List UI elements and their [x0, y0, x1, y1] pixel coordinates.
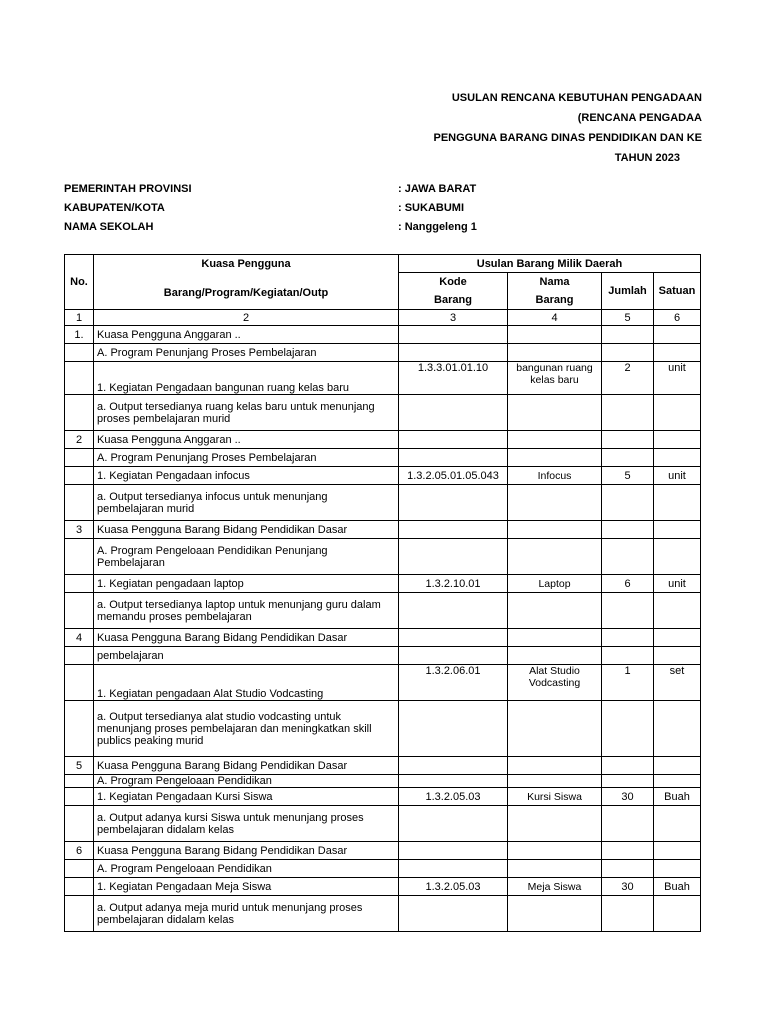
row-unit — [654, 539, 701, 575]
row-item-code: 1.3.3.01.01.10 — [399, 362, 508, 395]
row-description: a. Output tersedianya infocus untuk menunjang pembelajaran murid — [94, 485, 399, 521]
header-kuasa-line1: Kuasa Pengguna — [201, 258, 291, 270]
row-number — [65, 449, 94, 467]
row-description: 1. Kegiatan pengadaan laptop — [94, 575, 399, 593]
row-item-code: 1.3.2.10.01 — [399, 575, 508, 593]
row-quantity — [602, 395, 654, 431]
row-item-name: Kursi Siswa — [508, 788, 602, 806]
meta-value: : JAWA BARAT — [398, 183, 477, 195]
row-number: 5 — [65, 757, 94, 775]
row-item-name — [508, 842, 602, 860]
row-quantity — [602, 344, 654, 362]
table-row — [65, 449, 701, 467]
meta-row-regency — [64, 199, 704, 218]
row-number — [65, 775, 94, 788]
meta-label: NAMA SEKOLAH — [64, 221, 154, 233]
row-number — [65, 647, 94, 665]
row-description: pembelajaran — [94, 647, 399, 665]
table-row — [65, 521, 701, 539]
row-description: A. Program Penunjang Proses Pembelajaran — [94, 449, 399, 467]
row-item-code — [399, 539, 508, 575]
table-row — [65, 647, 701, 665]
header-satuan: Satuan — [654, 273, 701, 310]
row-item-code — [399, 485, 508, 521]
row-description: a. Output adanya meja murid untuk menunjang proses pembelajaran didalam kelas — [94, 896, 399, 932]
row-item-name: bangunan ruang kelas baru — [508, 362, 602, 395]
row-description: Kuasa Pengguna Barang Bidang Pendidikan Dasar — [94, 629, 399, 647]
table-row — [65, 467, 701, 485]
table-row — [65, 842, 701, 860]
row-item-code — [399, 701, 508, 757]
procurement-table — [64, 254, 701, 932]
row-number — [65, 593, 94, 629]
row-unit — [654, 521, 701, 539]
row-unit — [654, 896, 701, 932]
table-row — [65, 629, 701, 647]
row-quantity — [602, 629, 654, 647]
row-item-code — [399, 896, 508, 932]
row-description: a. Output tersedianya laptop untuk menunjang guru dalam memandu proses pembelajaran — [94, 593, 399, 629]
column-number: 4 — [508, 310, 602, 326]
row-unit: set — [654, 665, 701, 701]
column-number: 5 — [602, 310, 654, 326]
row-item-code — [399, 344, 508, 362]
document-meta — [64, 180, 704, 237]
table-row — [65, 775, 701, 788]
row-description: Kuasa Pengguna Barang Bidang Pendidikan Dasar — [94, 842, 399, 860]
row-quantity — [602, 842, 654, 860]
row-description: 1. Kegiatan pengadaan Alat Studio Vodcasting — [94, 665, 399, 701]
row-item-code: 1.3.2.05.03 — [399, 878, 508, 896]
header-nama-line1: Nama — [539, 276, 570, 288]
header-no: No. — [65, 255, 94, 310]
row-item-name — [508, 593, 602, 629]
row-number — [65, 806, 94, 842]
table-row — [65, 701, 701, 757]
row-item-code: 1.3.2.05.03 — [399, 788, 508, 806]
row-quantity — [602, 539, 654, 575]
row-item-name: Laptop — [508, 575, 602, 593]
meta-label: PEMERINTAH PROVINSI — [64, 183, 192, 195]
row-number — [65, 701, 94, 757]
row-description: 1. Kegiatan Pengadaan Kursi Siswa — [94, 788, 399, 806]
row-number: 6 — [65, 842, 94, 860]
column-number: 1 — [65, 310, 94, 326]
row-item-name — [508, 806, 602, 842]
row-description: a. Output adanya kursi Siswa untuk menunjang proses pembelajaran didalam kelas — [94, 806, 399, 842]
header-usulan: Usulan Barang Milik Daerah — [399, 255, 701, 273]
row-unit: unit — [654, 467, 701, 485]
row-description: 1. Kegiatan Pengadaan bangunan ruang kelas baru — [94, 362, 399, 395]
row-number — [65, 362, 94, 395]
row-item-name — [508, 629, 602, 647]
row-item-code — [399, 806, 508, 842]
row-number — [65, 395, 94, 431]
document-title — [380, 88, 702, 168]
row-number: 2 — [65, 431, 94, 449]
row-unit — [654, 647, 701, 665]
row-quantity: 30 — [602, 878, 654, 896]
row-item-name — [508, 485, 602, 521]
row-unit: Buah — [654, 788, 701, 806]
column-number: 3 — [399, 310, 508, 326]
row-unit: Buah — [654, 878, 701, 896]
table-row — [65, 485, 701, 521]
header-kode — [399, 273, 508, 310]
row-item-name — [508, 647, 602, 665]
meta-value: : SUKABUMI — [398, 202, 464, 214]
title-line-3: PENGGUNA BARANG DINAS PENDIDIKAN DAN KE — [433, 132, 702, 144]
row-quantity: 30 — [602, 788, 654, 806]
row-quantity — [602, 431, 654, 449]
table-row — [65, 757, 701, 775]
row-unit — [654, 775, 701, 788]
header-kuasa — [94, 255, 399, 310]
row-item-code — [399, 647, 508, 665]
row-number — [65, 485, 94, 521]
table-row — [65, 575, 701, 593]
table-row — [65, 431, 701, 449]
row-number — [65, 575, 94, 593]
row-quantity — [602, 775, 654, 788]
meta-row-province — [64, 180, 704, 199]
meta-label: KABUPATEN/KOTA — [64, 202, 165, 214]
header-jumlah: Jumlah — [602, 273, 654, 310]
table-row — [65, 395, 701, 431]
row-quantity: 2 — [602, 362, 654, 395]
row-quantity: 5 — [602, 467, 654, 485]
row-item-name: Meja Siswa — [508, 878, 602, 896]
row-item-name — [508, 860, 602, 878]
table-row — [65, 860, 701, 878]
row-quantity — [602, 593, 654, 629]
table-row — [65, 326, 701, 344]
row-item-code: 1.3.2.05.01.05.043 — [399, 467, 508, 485]
row-quantity — [602, 647, 654, 665]
row-number: 3 — [65, 521, 94, 539]
row-description: Kuasa Pengguna Anggaran .. — [94, 326, 399, 344]
row-description: A. Program Pengeloaan Pendidikan — [94, 860, 399, 878]
row-quantity — [602, 485, 654, 521]
table-row — [65, 344, 701, 362]
row-number: 4 — [65, 629, 94, 647]
table-header — [65, 255, 701, 326]
row-description: a. Output tersedianya alat studio vodcasting untuk menunjang proses pembelajaran dan meningkatkan skill publics peaking murid — [94, 701, 399, 757]
row-unit — [654, 806, 701, 842]
row-item-name: Alat Studio Vodcasting — [508, 665, 602, 701]
table-row — [65, 788, 701, 806]
row-unit — [654, 485, 701, 521]
row-item-name — [508, 701, 602, 757]
row-unit — [654, 395, 701, 431]
row-item-name: Infocus — [508, 467, 602, 485]
row-quantity: 6 — [602, 575, 654, 593]
row-unit — [654, 431, 701, 449]
title-line-1: USULAN RENCANA KEBUTUHAN PENGADAAN — [451, 92, 702, 104]
row-unit — [654, 757, 701, 775]
row-description: 1. Kegiatan Pengadaan Meja Siswa — [94, 878, 399, 896]
table-row — [65, 878, 701, 896]
header-kode-line2: Barang — [434, 294, 472, 306]
row-number — [65, 665, 94, 701]
row-quantity — [602, 860, 654, 878]
title-line-2: (RENCANA PENGADAA — [577, 112, 702, 124]
row-quantity — [602, 449, 654, 467]
row-item-code — [399, 449, 508, 467]
row-item-name — [508, 539, 602, 575]
row-item-code — [399, 326, 508, 344]
row-item-name — [508, 344, 602, 362]
row-description: Kuasa Pengguna Anggaran .. — [94, 431, 399, 449]
row-item-code — [399, 842, 508, 860]
row-number — [65, 467, 94, 485]
row-number — [65, 878, 94, 896]
row-item-name — [508, 449, 602, 467]
table-row — [65, 806, 701, 842]
row-item-code: 1.3.2.06.01 — [399, 665, 508, 701]
row-description: A. Program Pengeloaan Pendidikan — [94, 775, 399, 788]
row-description: Kuasa Pengguna Barang Bidang Pendidikan Dasar — [94, 757, 399, 775]
row-number — [65, 788, 94, 806]
row-item-name — [508, 431, 602, 449]
row-quantity — [602, 757, 654, 775]
header-nama — [508, 273, 602, 310]
row-quantity — [602, 521, 654, 539]
table-row — [65, 896, 701, 932]
row-item-code — [399, 775, 508, 788]
table-row — [65, 539, 701, 575]
row-unit — [654, 593, 701, 629]
row-quantity: 1 — [602, 665, 654, 701]
row-quantity — [602, 806, 654, 842]
row-quantity — [602, 701, 654, 757]
row-quantity — [602, 896, 654, 932]
meta-value: : Nanggeleng 1 — [398, 221, 477, 233]
row-number — [65, 539, 94, 575]
row-item-code — [399, 521, 508, 539]
row-unit — [654, 842, 701, 860]
row-unit — [654, 860, 701, 878]
row-unit — [654, 326, 701, 344]
row-item-code — [399, 593, 508, 629]
table-row — [65, 593, 701, 629]
row-quantity — [602, 326, 654, 344]
row-item-code — [399, 395, 508, 431]
column-number-row — [65, 310, 701, 326]
row-number — [65, 344, 94, 362]
table-row — [65, 665, 701, 701]
row-description: Kuasa Pengguna Barang Bidang Pendidikan Dasar — [94, 521, 399, 539]
row-item-code — [399, 629, 508, 647]
row-number — [65, 860, 94, 878]
row-number — [65, 896, 94, 932]
row-unit: unit — [654, 575, 701, 593]
row-description: a. Output tersedianya ruang kelas baru untuk menunjang proses pembelajaran murid — [94, 395, 399, 431]
table-body — [65, 326, 701, 932]
row-unit — [654, 449, 701, 467]
column-number: 2 — [94, 310, 399, 326]
row-item-name — [508, 775, 602, 788]
title-line-4: TAHUN 2023 — [614, 152, 680, 164]
row-item-code — [399, 860, 508, 878]
row-description: A. Program Pengeloaan Pendidikan Penunjang Pembelajaran — [94, 539, 399, 575]
row-number: 1. — [65, 326, 94, 344]
row-item-name — [508, 896, 602, 932]
row-description: A. Program Penunjang Proses Pembelajaran — [94, 344, 399, 362]
table-row — [65, 362, 701, 395]
row-item-name — [508, 326, 602, 344]
row-item-name — [508, 395, 602, 431]
row-item-code — [399, 757, 508, 775]
row-item-name — [508, 521, 602, 539]
row-unit — [654, 629, 701, 647]
row-unit — [654, 701, 701, 757]
row-description: 1. Kegiatan Pengadaan infocus — [94, 467, 399, 485]
row-unit: unit — [654, 362, 701, 395]
column-number: 6 — [654, 310, 701, 326]
row-unit — [654, 344, 701, 362]
row-item-code — [399, 431, 508, 449]
header-kode-line1: Kode — [439, 276, 467, 288]
header-kuasa-line2: Barang/Program/Kegiatan/Outp — [163, 287, 329, 299]
row-item-name — [508, 757, 602, 775]
header-nama-line2: Barang — [535, 294, 574, 306]
meta-row-school — [64, 218, 704, 237]
